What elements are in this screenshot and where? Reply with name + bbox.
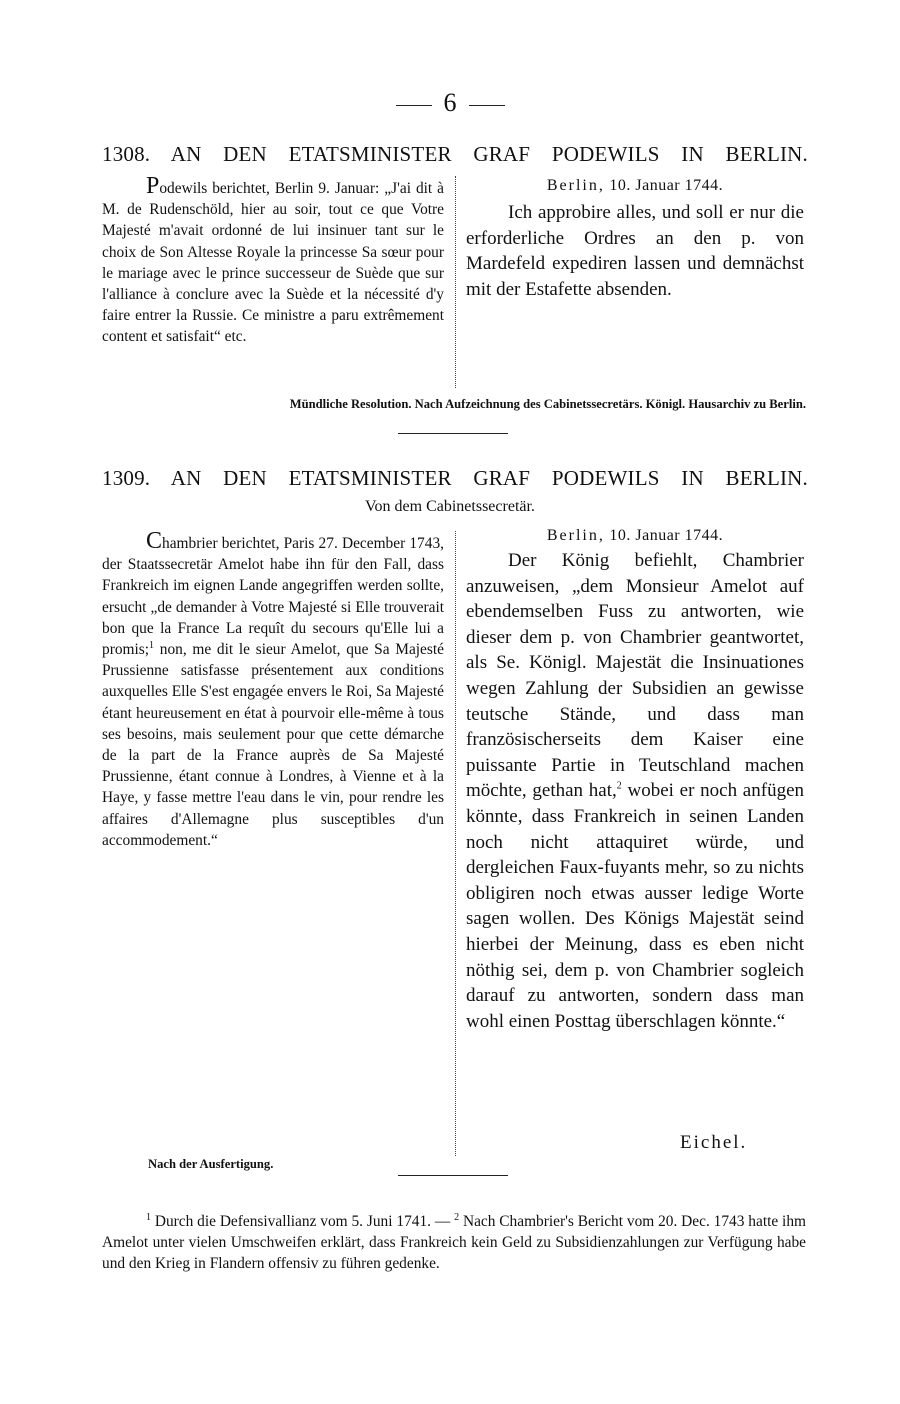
letter-1309-dropcap: C: [146, 528, 163, 554]
letter-1309-subheading: Von dem Cabinetssecretär.: [365, 498, 535, 515]
page-number-value: 6: [443, 88, 457, 117]
section-rule-2: [398, 1175, 508, 1176]
letter-1309-report-text-a: hambrier berichtet, Paris 27. December 1743, der Staatssecretär Amelot habe ihn für den Fall, dass Frankreich im eignen Lande angegriffen werden sollte, ersucht „de demander à Votre Majesté si Elle trouverait bon que la France La requît du secours qu'Elle lui a promis;: [102, 535, 444, 659]
letter-1309-heading: 1309. AN DEN ETATSMINISTER GRAF PODEWILS IN BERLIN.: [102, 466, 808, 490]
letter-1308-heading: 1308. AN DEN ETATSMINISTER GRAF PODEWILS IN BERLIN.: [102, 142, 808, 166]
letter-1308-response: [466, 176, 804, 302]
footnote-1-text: Durch die Defensivallianz vom 5. Juni 1741. —: [151, 1213, 455, 1230]
letter-1308-column-divider: [455, 176, 456, 388]
section-rule-1: [398, 433, 508, 434]
page-number-dash-right: [469, 105, 505, 106]
letter-1309-date-rest: 10. Januar 1744.: [604, 527, 724, 544]
letter-1308-date-place: Berlin,: [546, 177, 605, 194]
letter-1308-source: Mündliche Resolution. Nach Aufzeichnung des Cabinetssecretärs. Königl. Hausarchiv zu Berlin.: [289, 397, 806, 411]
letter-1309-source: Nach der Ausfertigung.: [148, 1157, 274, 1171]
page-number-dash-left: [396, 105, 432, 106]
letter-1308-report: [102, 173, 444, 348]
letter-1309-signature: Eichel.: [680, 1132, 748, 1153]
letter-1308-response-text: Ich approbire alles, und soll er nur die erforderliche Ordres an den p. von Mardefeld expediren lassen und demnächst mit der Estafette absenden.: [466, 202, 804, 300]
letter-1309-response: [466, 526, 804, 1034]
letter-1309-response-text-a: Der König befiehlt, Chambrier anzuweisen, „dem Monsieur Amelot auf ebendemselben Fuss zu antworten, wie dieser dem p. von Chambrier geantwortet, als Se. Königl. Majestät die Insinuationes wegen Zahlung der Subsidien an gewisse teutsche Stände, und dass man französischerseits dem Kaiser eine puissante Partie in Teutschland machen möchte, gethan hat,: [466, 550, 804, 802]
footnote-2-text: Nach Chambrier's Bericht vom 20. Dec. 1743 hatte ihm Amelot unter vielen Umschweifen erklärt, dass Frankreich kein Geld zu Subsidienzahlungen zur Verfügung habe und den Krieg in Flandern offensiv zu führen gedenke.: [102, 1213, 806, 1272]
footnotes: [102, 1211, 806, 1274]
letter-1309-response-text-b: wobei er noch anfügen könnte, dass Frankreich in seinen Landen noch nicht attaquiret würde, und dergleichen Faux-fuyants mehr, so zu nichts obligiren noch etwas ausser ledige Worte sagen wollen. Des Königs Majestät seind hierbei der Meinung, dass es eben nicht nöthig sei, dem p. von Chambrier sogleich darauf zu antworten, sondern dass man wohl einen Posttag überschlagen könnte.“: [466, 780, 804, 1032]
footnote-1-mark: 1: [146, 1211, 151, 1223]
letter-1308-date-rest: 10. Januar 1744.: [604, 177, 724, 194]
letter-1309-date-place: Berlin,: [546, 527, 605, 544]
page-number: [0, 88, 900, 118]
letter-1308-dateline: [466, 176, 804, 196]
footnote-ref-1: 1: [149, 639, 155, 651]
letter-1308-report-text: odewils berichtet, Berlin 9. Januar: „J'ai dit à M. de Rudenschöld, hier au soir, tout ce que Votre Majesté m'avait ordonné de lui insinuer tant sur le choix de Son Altesse Royale la princesse Sa sœur pour le mariage avec le prince successeur de Suède que sur l'alliance à conclure avec la Suède et la nécessité d'y faire entrer la Russie. Ce ministre a paru extrêmement content et satisfait“ etc.: [102, 180, 444, 346]
letter-1308-dropcap: P: [146, 173, 160, 199]
letter-1309-dateline: [466, 526, 804, 546]
footnote-ref-2: 2: [616, 781, 622, 793]
footnote-2-mark: 2: [454, 1211, 460, 1223]
letter-1309-column-divider: [455, 531, 456, 1156]
letter-1309-report: [102, 528, 444, 851]
letter-1309-report-text-b: non, me dit le sieur Amelot, que Sa Majesté Prussienne satisfasse présentement aux conditions auxquelles Elle S'est engagée envers le Roi, Sa Majesté étant heureusement en état à pourvoir elle-même à tous ses besoins, mais seulement pour que cette démarche de la part de la France auprès de Sa Majesté Prussienne, étant connue à Londres, à Vienne et à la Haye, y fasse mettre l'eau dans le vin, pour rendre les affaires d'Allemagne plus susceptibles d'un accommodement.“: [102, 641, 444, 849]
